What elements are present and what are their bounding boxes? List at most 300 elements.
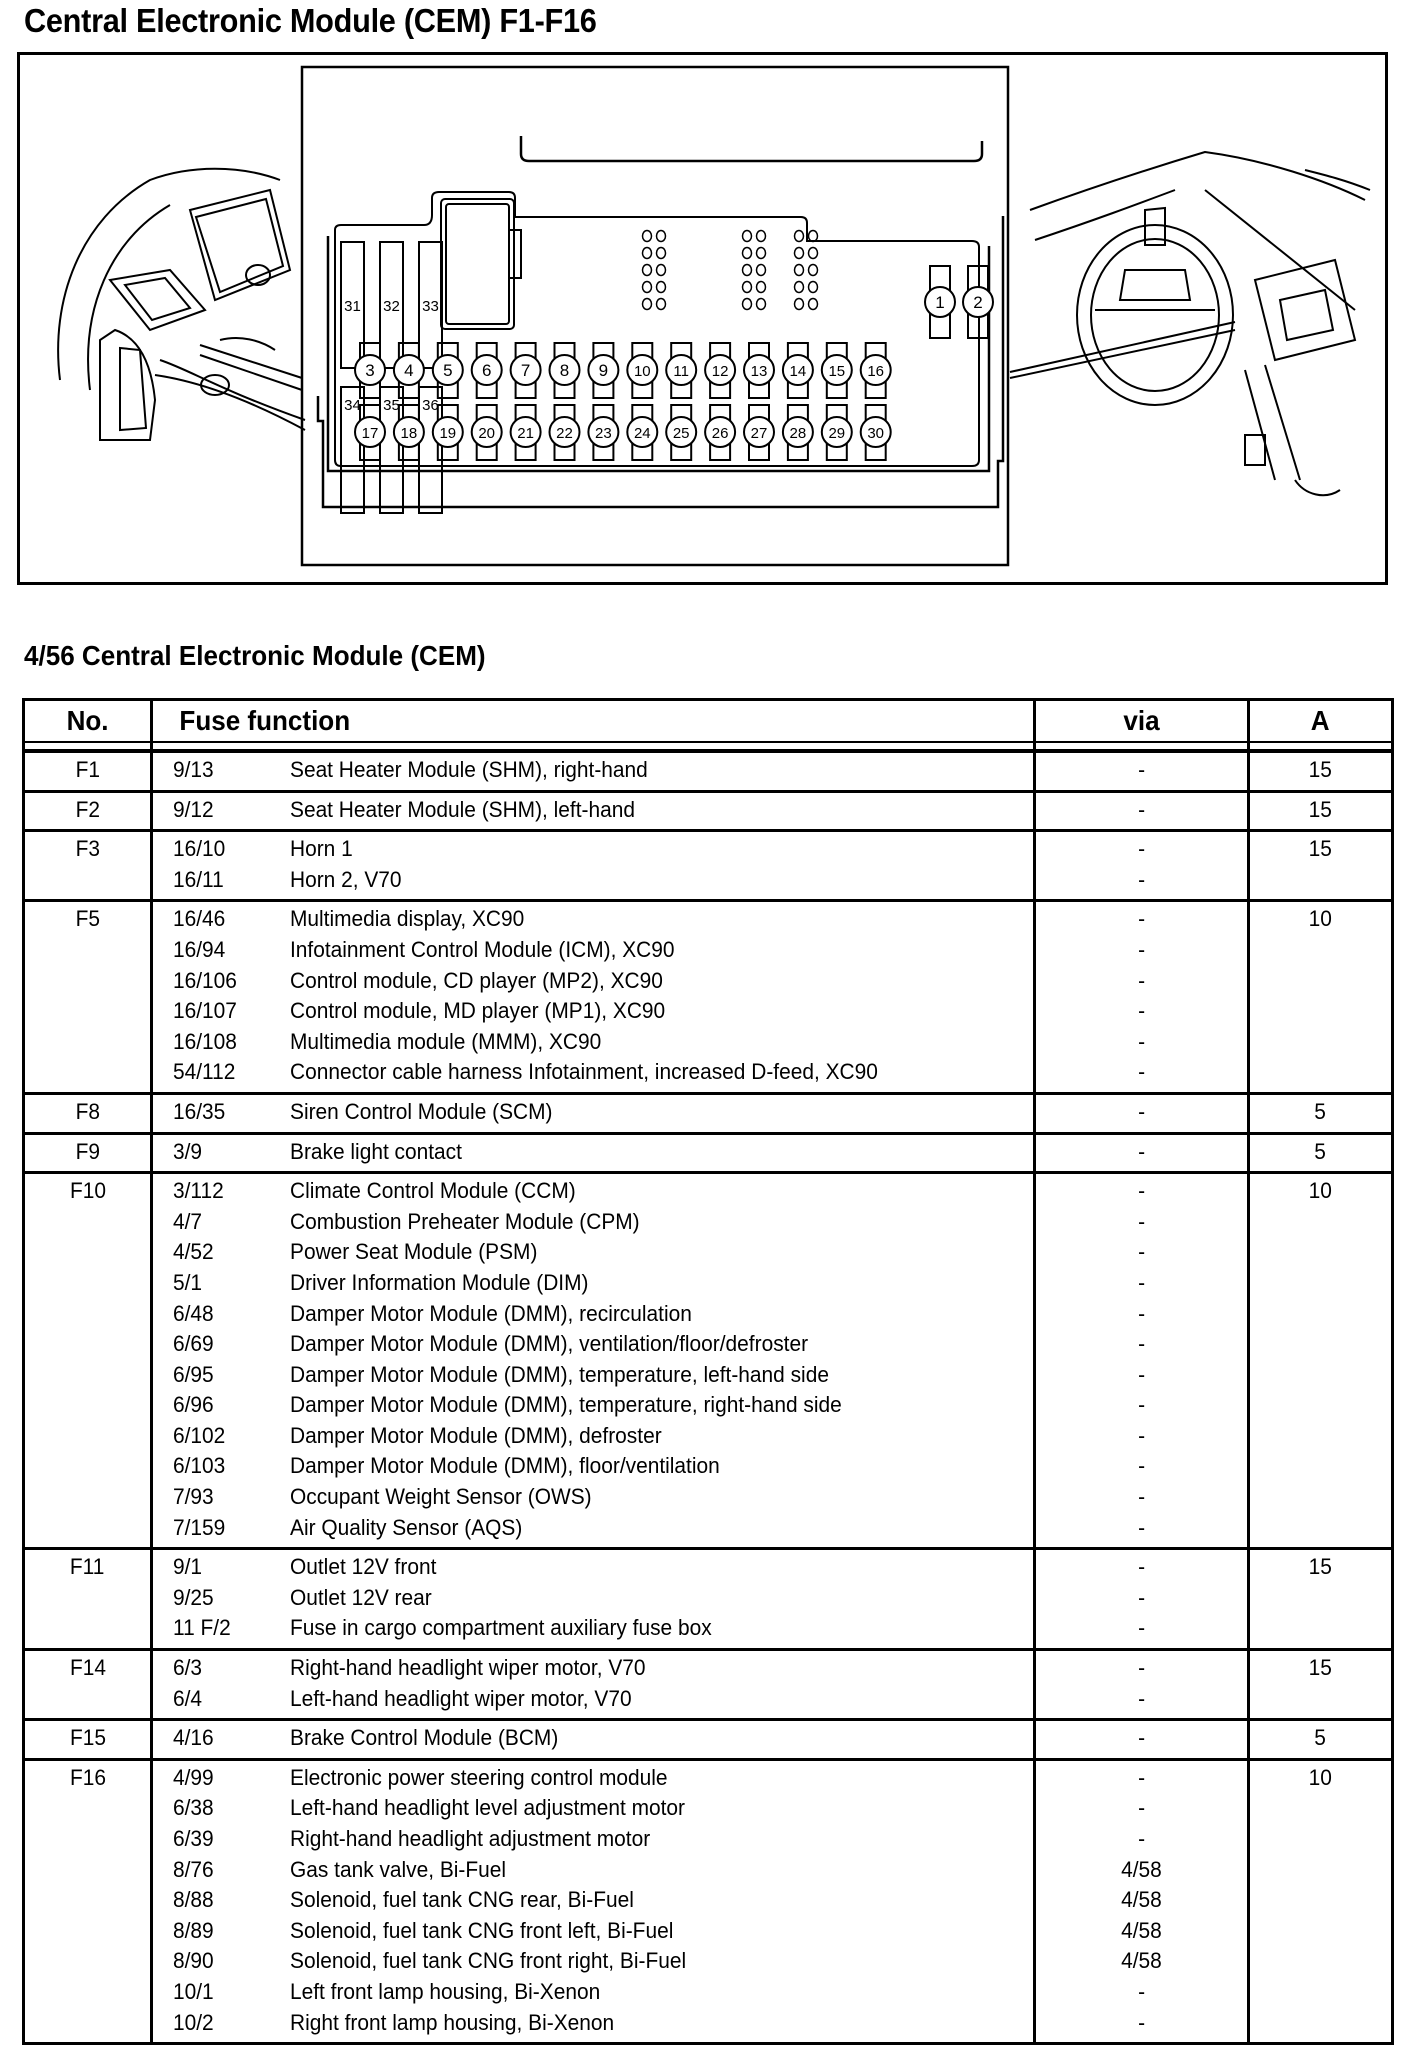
component-code: 9/1: [173, 1554, 203, 1580]
column-header-via: via: [1035, 700, 1249, 743]
fuse-number-cell: [24, 996, 152, 1027]
fuse-22-label: 22: [556, 425, 573, 442]
fuse-number-cell: [24, 1977, 152, 2008]
amperage-cell: [1249, 1027, 1393, 1058]
table-row: [24, 1885, 1393, 1916]
amperage-cell: [1249, 1268, 1393, 1299]
component-description: Air Quality Sensor (AQS): [290, 1514, 523, 1540]
component-code: 3/9: [173, 1138, 203, 1164]
component-description: Driver Information Module (DIM): [290, 1269, 589, 1295]
component-description: Connector cable harness Infotainment, increased D-feed, XC90: [290, 1059, 878, 1085]
table-row: [24, 1057, 1393, 1093]
fuse-function-cell: [152, 1684, 1035, 1720]
via-cell: [1035, 1793, 1249, 1824]
component-code: 3/112: [173, 1178, 224, 1204]
via-cell: [1035, 1237, 1249, 1268]
via-cell: [1035, 1824, 1249, 1855]
page-title: Central Electronic Module (CEM) F1-F16: [24, 2, 597, 39]
fuse-function-cell: [152, 1885, 1035, 1916]
via-cell: [1035, 1057, 1249, 1093]
fuse-20-label: 20: [478, 425, 496, 442]
table-row: [24, 1329, 1393, 1360]
fuse-function-cell: [152, 1793, 1035, 1824]
fuse-function-cell: [152, 1482, 1035, 1513]
fuse-function-cell: [152, 1855, 1035, 1886]
amperage-cell: [1249, 1360, 1393, 1391]
via-cell: [1035, 1299, 1249, 1330]
section-subtitle: 4/56 Central Electronic Module (CEM): [24, 640, 486, 671]
fuse-6-label: 6: [481, 361, 492, 380]
fuse-function-cell: [152, 1759, 1035, 1793]
fuse-number-cell: [24, 1824, 152, 1855]
component-description: Fuse in cargo compartment auxiliary fuse box: [290, 1615, 712, 1641]
via-cell: [1035, 996, 1249, 1027]
fuse-function-cell: [152, 1027, 1035, 1058]
via-value: -: [1138, 1178, 1145, 1204]
component-description: Left front lamp housing, Bi-Xenon: [290, 1978, 601, 2004]
component-code: 54/112: [173, 1059, 236, 1085]
amperage-cell: [1249, 1916, 1393, 1947]
via-cell: [1035, 1390, 1249, 1421]
component-code: 8/89: [173, 1917, 214, 1943]
table-row: [24, 1613, 1393, 1649]
fuse-number-cell: [24, 935, 152, 966]
amperage-cell: [1249, 1885, 1393, 1916]
fuse-function-cell: [152, 1360, 1035, 1391]
fuse-number: F1: [75, 757, 100, 782]
table-row: [24, 791, 1393, 831]
fuse-group-f15: [24, 1720, 1393, 1760]
via-cell: [1035, 1650, 1249, 1684]
fuse-group-f3: [24, 831, 1393, 901]
via-value: -: [1138, 1764, 1145, 1790]
via-value: -: [1138, 1795, 1145, 1821]
fuse-number-cell: [24, 1237, 152, 1268]
amperage-value: 15: [1308, 836, 1333, 862]
fuse-function-cell: [152, 935, 1035, 966]
table-row: [24, 1482, 1393, 1513]
fuse-function-cell: [152, 966, 1035, 997]
via-cell: [1035, 1885, 1249, 1916]
fuse-8-label: 8: [559, 361, 570, 380]
fuse-12-label: 12: [711, 363, 729, 380]
via-value: -: [1138, 1826, 1145, 1851]
fuse-5-label: 5: [443, 361, 453, 380]
via-value: -: [1138, 967, 1145, 993]
header-separator: [24, 742, 1393, 751]
fuse-7-label: 7: [520, 361, 531, 380]
via-value: -: [1138, 1655, 1145, 1681]
fuse-group-f2: [24, 791, 1393, 831]
fuse-number-cell: [24, 1759, 152, 1793]
relay-35-label: 35: [383, 397, 400, 414]
fuse-number-cell: [24, 2008, 152, 2044]
table-row: [24, 865, 1393, 901]
via-value: -: [1138, 1685, 1145, 1711]
fuse-number-cell: [24, 1793, 152, 1824]
amperage-cell: [1249, 1173, 1393, 1207]
via-value: -: [1138, 1615, 1145, 1641]
component-description: Electronic power steering control module: [290, 1764, 668, 1790]
fuse-row-1: [355, 343, 891, 398]
fuse-group-f11: [24, 1549, 1393, 1650]
via-cell: [1035, 1421, 1249, 1452]
fuse-25-label: 25: [672, 425, 690, 442]
amperage-cell: [1249, 966, 1393, 997]
fuse-number-cell: [24, 1482, 152, 1513]
fuse-number-cell: [24, 1855, 152, 1886]
component-description: Damper Motor Module (DMM), temperature, right-hand side: [290, 1392, 842, 1418]
component-description: Siren Control Module (SCM): [290, 1098, 553, 1124]
component-code: 16/10: [173, 836, 226, 862]
amperage-value: 5: [1314, 1138, 1327, 1164]
via-cell: [1035, 1173, 1249, 1207]
component-code: 7/159: [173, 1514, 226, 1540]
amperage-cell: [1249, 1421, 1393, 1452]
column-header-function: Fuse function: [152, 700, 1035, 743]
fuse-group-f16: [24, 1759, 1393, 2043]
fuse-14-label: 14: [789, 363, 807, 380]
fuse-number-cell: [24, 1093, 152, 1133]
via-value: 4/58: [1121, 1887, 1162, 1913]
amperage-cell: [1249, 935, 1393, 966]
via-cell: [1035, 966, 1249, 997]
component-code: 9/12: [173, 796, 214, 822]
via-value: 4/58: [1121, 1917, 1162, 1943]
component-description: Brake light contact: [290, 1138, 462, 1164]
fuse-function-cell: [152, 1549, 1035, 1583]
fuse-30-label: 30: [867, 425, 885, 442]
amperage-value: 10: [1308, 1764, 1333, 1790]
component-description: Multimedia module (MMM), XC90: [290, 1028, 602, 1054]
table-row: [24, 1421, 1393, 1452]
amperage-cell: [1249, 1329, 1393, 1360]
component-code: 11 F/2: [173, 1615, 231, 1641]
via-value: -: [1138, 1059, 1145, 1085]
via-value: -: [1138, 1978, 1145, 2004]
via-value: -: [1138, 2009, 1145, 2035]
fuse-function-cell: [152, 1916, 1035, 1947]
amperage-cell: [1249, 1482, 1393, 1513]
relay-36-label: 36: [422, 397, 439, 414]
amperage-cell: [1249, 1650, 1393, 1684]
fuse-function-cell: [152, 1390, 1035, 1421]
relay-32-label: 32: [383, 298, 400, 315]
component-description: Gas tank valve, Bi-Fuel: [290, 1856, 507, 1882]
via-value: -: [1138, 1422, 1145, 1448]
amperage-cell: [1249, 1513, 1393, 1549]
component-description: Solenoid, fuel tank CNG rear, Bi-Fuel: [290, 1887, 634, 1913]
fuse-3-label: 3: [365, 361, 375, 380]
fuse-15-label: 15: [828, 363, 846, 380]
via-cell: [1035, 1684, 1249, 1720]
component-description: Climate Control Module (CCM): [290, 1178, 576, 1204]
component-description: Damper Motor Module (DMM), temperature, left-hand side: [290, 1361, 829, 1387]
fuse-function-cell: [152, 1057, 1035, 1093]
component-code: 6/103: [173, 1453, 226, 1479]
via-value: -: [1138, 1208, 1145, 1234]
fuse-function-cell: [152, 1613, 1035, 1649]
via-cell: [1035, 1207, 1249, 1238]
via-value: -: [1138, 796, 1145, 822]
fuse-number-cell: [24, 1946, 152, 1977]
via-value: -: [1138, 1554, 1145, 1580]
component-description: Right-hand headlight adjustment motor: [290, 1826, 651, 1851]
table-row: [24, 831, 1393, 865]
via-cell: [1035, 1720, 1249, 1760]
fuse-number: F14: [69, 1655, 106, 1681]
fuse-function-cell: [152, 791, 1035, 831]
component-code: 6/69: [173, 1331, 214, 1357]
amperage-cell: [1249, 1720, 1393, 1760]
via-cell: [1035, 1027, 1249, 1058]
table-row: [24, 1549, 1393, 1583]
amperage-cell: [1249, 1759, 1393, 1793]
relay-33-label: 33: [422, 298, 439, 315]
fuse-function-cell: [152, 1329, 1035, 1360]
component-description: Combustion Preheater Module (CPM): [290, 1208, 640, 1234]
table-row: [24, 1583, 1393, 1614]
fuse-number-cell: [24, 1916, 152, 1947]
component-description: Seat Heater Module (SHM), right-hand: [290, 757, 648, 782]
via-cell: [1035, 1513, 1249, 1549]
component-code: 6/39: [173, 1826, 214, 1851]
fuse-number-cell: [24, 1057, 152, 1093]
fuse-number-cell: [24, 1268, 152, 1299]
component-description: Occupant Weight Sensor (OWS): [290, 1484, 592, 1510]
via-value: -: [1138, 1098, 1145, 1124]
component-description: Outlet 12V rear: [290, 1584, 432, 1610]
via-value: -: [1138, 1300, 1145, 1326]
fuse-number-cell: [24, 1027, 152, 1058]
fuse-number-cell: [24, 1513, 152, 1549]
amperage-value: 15: [1308, 796, 1333, 822]
fuse-table: [22, 698, 1394, 2045]
amperage-cell: [1249, 996, 1393, 1027]
fuse-function-cell: [152, 996, 1035, 1027]
component-description: Solenoid, fuel tank CNG front left, Bi-Fuel: [290, 1917, 674, 1943]
table-row: [24, 1268, 1393, 1299]
via-value: -: [1138, 1331, 1145, 1357]
amperage-cell: [1249, 831, 1393, 865]
amperage-cell: [1249, 1977, 1393, 2008]
fuse-number-cell: [24, 831, 152, 865]
fuse-number-cell: [24, 901, 152, 935]
column-header-amps: A: [1249, 700, 1393, 743]
table-row: [24, 1855, 1393, 1886]
via-cell: [1035, 1133, 1249, 1173]
fuse-13-label: 13: [750, 363, 768, 380]
fuse-number: F2: [75, 796, 100, 822]
via-value: -: [1138, 906, 1145, 932]
component-code: 6/95: [173, 1361, 214, 1387]
via-cell: [1035, 901, 1249, 935]
via-cell: [1035, 1360, 1249, 1391]
table-row: [24, 966, 1393, 997]
fuse-function-cell: [152, 1583, 1035, 1614]
table-row: [24, 1977, 1393, 2008]
table-row: [24, 1946, 1393, 1977]
via-value: -: [1138, 1269, 1145, 1295]
via-cell: [1035, 1329, 1249, 1360]
fuse-number-cell: [24, 1360, 152, 1391]
fuse-number-cell: [24, 1299, 152, 1330]
fuse-number: F3: [75, 836, 100, 862]
fuse-24-label: 24: [633, 425, 651, 442]
component-code: 8/76: [173, 1856, 214, 1882]
fuse-function-cell: [152, 1977, 1035, 2008]
fuse-group-f14: [24, 1650, 1393, 1720]
fuse-number: F10: [69, 1178, 106, 1204]
amperage-cell: [1249, 1207, 1393, 1238]
fuse-group-f5: [24, 901, 1393, 1094]
via-cell: [1035, 1613, 1249, 1649]
fuse-function-cell: [152, 1237, 1035, 1268]
via-value: -: [1138, 836, 1145, 862]
fuse-number: F8: [75, 1098, 100, 1124]
fuse-29-label: 29: [828, 425, 846, 442]
amperage-cell: [1249, 1613, 1393, 1649]
component-description: Seat Heater Module (SHM), left-hand: [290, 796, 636, 822]
via-value: -: [1138, 866, 1145, 892]
table-row: [24, 1759, 1393, 1793]
via-value: -: [1138, 998, 1145, 1024]
via-cell: [1035, 1451, 1249, 1482]
component-description: Right-hand headlight wiper motor, V70: [290, 1655, 646, 1681]
component-code: 16/108: [173, 1028, 237, 1054]
fuse-number-cell: [24, 1390, 152, 1421]
amperage-cell: [1249, 1793, 1393, 1824]
via-cell: [1035, 935, 1249, 966]
table-row: [24, 1237, 1393, 1268]
amperage-cell: [1249, 1451, 1393, 1482]
table-row: [24, 1650, 1393, 1684]
fuse-10-label: 10: [633, 363, 651, 380]
fuse-number: F9: [75, 1138, 100, 1164]
amperage-cell: [1249, 1133, 1393, 1173]
component-code: 4/7: [173, 1208, 203, 1234]
component-description: Outlet 12V front: [290, 1554, 437, 1580]
component-code: 16/107: [173, 998, 237, 1024]
fuse-18-label: 18: [400, 425, 418, 442]
fuse-19-label: 19: [439, 425, 457, 442]
fuse-number-cell: [24, 1613, 152, 1649]
table-row: [24, 935, 1393, 966]
right-pointer-lines: [1010, 320, 1240, 380]
component-code: 6/38: [173, 1795, 214, 1821]
fuse-23-label: 23: [595, 425, 612, 442]
via-cell: [1035, 865, 1249, 901]
via-value: -: [1138, 1514, 1145, 1540]
via-value: -: [1138, 1484, 1145, 1510]
amperage-value: 5: [1314, 1725, 1327, 1751]
amperage-cell: [1249, 1824, 1393, 1855]
amperage-cell: [1249, 1946, 1393, 1977]
fuse-2-label: 2: [973, 293, 983, 312]
fuse-number-cell: [24, 1173, 152, 1207]
via-value: -: [1138, 1584, 1145, 1610]
component-code: 16/106: [173, 967, 237, 993]
fuse-number-cell: [24, 966, 152, 997]
component-code: 5/1: [173, 1269, 203, 1295]
component-code: 10/1: [173, 1978, 214, 2004]
amperage-value: 10: [1308, 1178, 1333, 1204]
amperage-cell: [1249, 1057, 1393, 1093]
via-cell: [1035, 1916, 1249, 1947]
table-row: [24, 996, 1393, 1027]
table-row: [24, 1133, 1393, 1173]
fuse-number-cell: [24, 1583, 152, 1614]
fuse-function-cell: [152, 1093, 1035, 1133]
component-description: Brake Control Module (BCM): [290, 1725, 559, 1751]
table-row: [24, 1207, 1393, 1238]
table-row: [24, 1513, 1393, 1549]
amperage-cell: [1249, 1684, 1393, 1720]
table-row: [24, 2008, 1393, 2044]
column-header-no: No.: [24, 700, 152, 743]
fuse-17-label: 17: [361, 425, 379, 442]
fuse-panel: [329, 190, 994, 468]
amperage-cell: [1249, 791, 1393, 831]
via-value: -: [1138, 1392, 1145, 1418]
fuse-function-cell: [152, 1421, 1035, 1452]
component-description: Control module, MD player (MP1), XC90: [290, 998, 666, 1024]
amperage-value: 15: [1308, 1554, 1333, 1580]
via-value: 4/58: [1121, 1856, 1162, 1882]
component-description: Multimedia display, XC90: [290, 906, 525, 932]
fuse-group-f1: [24, 751, 1393, 791]
component-description: Damper Motor Module (DMM), floor/ventilation: [290, 1453, 720, 1479]
fuse-number: F16: [69, 1764, 106, 1790]
fuse-number-cell: [24, 1720, 152, 1760]
component-description: Horn 1: [290, 836, 353, 862]
table-row: [24, 1173, 1393, 1207]
fuse-function-cell: [152, 1268, 1035, 1299]
fuse-number-cell: [24, 1421, 152, 1452]
component-code: 4/52: [173, 1239, 214, 1265]
component-code: 16/94: [173, 936, 226, 962]
fuse-number: F15: [69, 1725, 106, 1751]
component-description: Right front lamp housing, Bi-Xenon: [290, 2009, 615, 2035]
component-code: 4/16: [173, 1725, 214, 1751]
connector-pin-holes: [643, 231, 818, 310]
fuse-pair-1-2: [925, 266, 993, 338]
fuse-group-f10: [24, 1173, 1393, 1549]
component-code: 16/35: [173, 1098, 226, 1124]
via-value: -: [1138, 1361, 1145, 1387]
via-cell: [1035, 2008, 1249, 2044]
fuse-function-cell: [152, 1824, 1035, 1855]
amperage-cell: [1249, 1390, 1393, 1421]
fuse-function-cell: [152, 1720, 1035, 1760]
component-code: 6/48: [173, 1300, 214, 1326]
component-description: Solenoid, fuel tank CNG front right, Bi-Fuel: [290, 1948, 687, 1974]
amperage-value: 15: [1308, 1655, 1333, 1681]
fuse-number-cell: [24, 1451, 152, 1482]
fuse-group-f8: [24, 1093, 1393, 1133]
component-description: Damper Motor Module (DMM), ventilation/floor/defroster: [290, 1331, 809, 1357]
table-row: [24, 1390, 1393, 1421]
table-row: [24, 1824, 1393, 1855]
amperage-cell: [1249, 2008, 1393, 2044]
fuse-16-label: 16: [867, 363, 885, 380]
table-row: [24, 1720, 1393, 1760]
via-cell: [1035, 831, 1249, 865]
component-code: 8/90: [173, 1948, 214, 1974]
amperage-cell: [1249, 865, 1393, 901]
via-cell: [1035, 751, 1249, 791]
fuse-function-cell: [152, 831, 1035, 865]
